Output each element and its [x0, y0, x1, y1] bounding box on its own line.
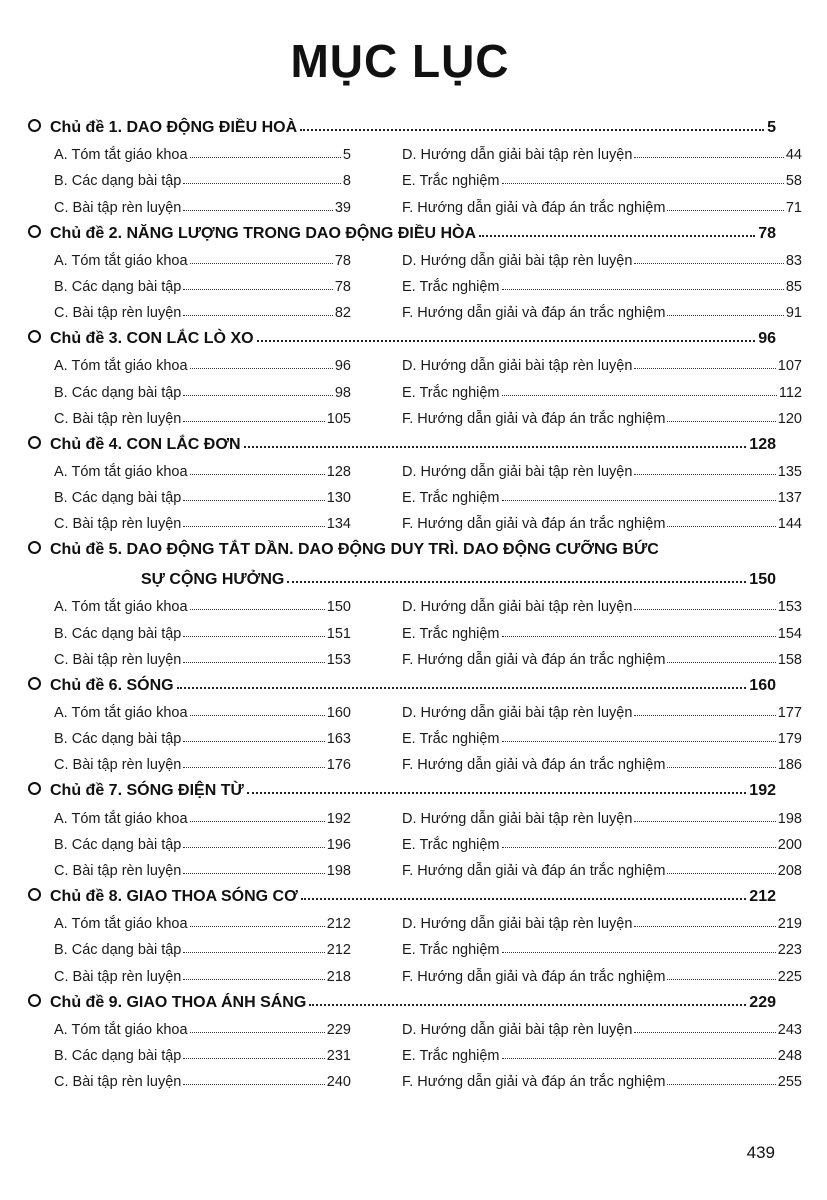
- entry-label: B. Các dạng bài tập: [54, 1047, 182, 1064]
- toc-entry[interactable]: [402, 401, 802, 427]
- toc-entry[interactable]: [402, 853, 802, 879]
- toc-entry[interactable]: [54, 800, 351, 826]
- entry-page-number: 163: [326, 731, 351, 748]
- toc-entry[interactable]: [402, 1012, 802, 1038]
- entry-page-number: 154: [777, 625, 802, 642]
- dot-leader: [183, 741, 324, 742]
- topic-heading[interactable]: [28, 668, 776, 695]
- dot-leader: [634, 263, 783, 264]
- topic-title: Chủ đề 3. CON LẮC LÒ XO: [50, 330, 254, 348]
- dot-leader: [667, 1084, 775, 1085]
- topic-subsections: [28, 348, 802, 427]
- topic-subsections: [28, 589, 802, 668]
- dot-leader: [257, 340, 756, 342]
- topic-subsections: [28, 906, 802, 985]
- topic-heading-continued[interactable]: [28, 559, 776, 589]
- dot-leader: [502, 847, 776, 848]
- topic-heading[interactable]: [28, 321, 776, 348]
- topic-page-number: 5: [767, 119, 776, 136]
- topic-heading[interactable]: [28, 985, 776, 1012]
- topic-subsections: [28, 1012, 802, 1091]
- entry-label: B. Các dạng bài tập: [54, 942, 182, 959]
- entry-label: A. Tóm tắt giáo khoa: [54, 599, 188, 616]
- toc-entry[interactable]: [402, 589, 802, 615]
- entry-label: A. Tóm tắt giáo khoa: [54, 1021, 188, 1038]
- dot-leader: [190, 157, 341, 158]
- entry-page-number: 83: [785, 252, 802, 269]
- dot-leader: [634, 821, 775, 822]
- topic-heading[interactable]: [28, 773, 776, 800]
- toc-entry[interactable]: [402, 615, 802, 641]
- toc-topic: [28, 879, 802, 985]
- dot-leader: [667, 979, 775, 980]
- topic-subsections: [28, 137, 802, 216]
- toc-entry[interactable]: [402, 374, 802, 400]
- topic-subsections: [28, 800, 802, 879]
- dot-leader: [634, 368, 775, 369]
- entry-page-number: 240: [326, 1074, 351, 1091]
- topic-title: Chủ đề 8. GIAO THOA SÓNG CƠ: [50, 887, 298, 905]
- dot-leader: [190, 474, 325, 475]
- toc-entry[interactable]: [402, 827, 802, 853]
- entry-page-number: 44: [785, 147, 802, 164]
- dot-leader: [667, 421, 775, 422]
- toc-entry[interactable]: [54, 374, 351, 400]
- topic-title: Chủ đề 6. SÓNG: [50, 676, 174, 694]
- topic-page-number: 212: [749, 887, 776, 905]
- toc-entry[interactable]: [402, 695, 802, 721]
- toc-entry[interactable]: [402, 906, 802, 932]
- dot-leader: [244, 446, 747, 448]
- toc-entry[interactable]: [54, 348, 351, 374]
- entry-label: E. Trắc nghiệm: [402, 278, 500, 295]
- toc-entry[interactable]: [402, 454, 802, 480]
- topic-page-number: 160: [749, 676, 776, 694]
- toc-topic: [28, 985, 802, 1091]
- entry-label: A. Tóm tắt giáo khoa: [54, 705, 188, 721]
- entry-label: B. Các dạng bài tập: [54, 836, 182, 853]
- entry-label: A. Tóm tắt giáo khoa: [54, 810, 188, 827]
- entry-label: A. Tóm tắt giáo khoa: [54, 358, 188, 375]
- topic-title: Chủ đề 4. CON LẮC ĐƠN: [50, 435, 241, 453]
- entry-label: D. Hướng dẫn giải bài tập rèn luyện: [402, 810, 633, 827]
- entry-page-number: 198: [326, 862, 351, 879]
- toc-entry[interactable]: [54, 1038, 351, 1064]
- toc-entry[interactable]: [54, 906, 351, 932]
- toc-entry[interactable]: [54, 506, 351, 532]
- topic-title: Chủ đề 2. NĂNG LƯỢNG TRONG DAO ĐỘNG ĐIỀU HÒA: [50, 224, 477, 242]
- entry-label: D. Hướng dẫn giải bài tập rèn luyện: [402, 1021, 633, 1038]
- entry-label: E. Trắc nghiệm: [402, 625, 500, 642]
- entry-page-number: 223: [777, 942, 802, 959]
- dot-leader: [183, 210, 333, 211]
- topic-page-number: 192: [749, 782, 776, 800]
- entry-page-number: 128: [326, 463, 351, 480]
- toc-entry[interactable]: [402, 1038, 802, 1064]
- entry-label: B. Các dạng bài tập: [54, 278, 182, 295]
- dot-leader: [183, 289, 332, 290]
- dot-leader: [502, 395, 777, 396]
- toc-entry[interactable]: [54, 269, 351, 295]
- entry-page-number: 107: [777, 358, 802, 375]
- entry-page-number: 5: [342, 147, 351, 164]
- entry-page-number: 229: [326, 1021, 351, 1038]
- dot-leader: [300, 129, 764, 131]
- circle-bullet-icon: [28, 677, 41, 690]
- entry-label: A. Tóm tắt giáo khoa: [54, 463, 188, 480]
- toc-entry[interactable]: [402, 480, 802, 506]
- toc-entry[interactable]: [54, 454, 351, 480]
- entry-page-number: 177: [777, 705, 802, 721]
- entry-page-number: 153: [326, 651, 351, 668]
- entry-label: E. Trắc nghiệm: [402, 731, 500, 748]
- entry-label: C. Bài tập rèn luyện: [54, 516, 182, 533]
- dot-leader: [667, 315, 783, 316]
- dot-leader: [190, 926, 325, 927]
- toc-entry[interactable]: [54, 827, 351, 853]
- circle-bullet-icon: [28, 330, 41, 343]
- dot-leader: [183, 636, 324, 637]
- entry-label: E. Trắc nghiệm: [402, 1047, 500, 1064]
- entry-label: F. Hướng dẫn giải và đáp án trắc nghiệm: [402, 199, 666, 216]
- circle-bullet-icon: [28, 225, 41, 238]
- entry-page-number: 144: [777, 516, 802, 533]
- toc-topic: [28, 216, 802, 322]
- entry-label: D. Hướng dẫn giải bài tập rèn luyện: [402, 705, 633, 721]
- toc-entry[interactable]: [402, 932, 802, 958]
- toc-entry[interactable]: [54, 401, 351, 427]
- entry-page-number: 130: [326, 490, 351, 507]
- topic-subsections: [28, 454, 802, 533]
- toc-entry[interactable]: [402, 295, 802, 321]
- table-of-contents: [28, 110, 802, 1091]
- toc-entry[interactable]: [54, 295, 351, 321]
- entry-page-number: 158: [777, 651, 802, 668]
- entry-page-number: 212: [326, 942, 351, 959]
- entry-label: D. Hướng dẫn giải bài tập rèn luyện: [402, 916, 633, 933]
- entry-label: D. Hướng dẫn giải bài tập rèn luyện: [402, 358, 633, 375]
- entry-page-number: 231: [326, 1047, 351, 1064]
- circle-bullet-icon: [28, 541, 41, 554]
- entry-label: F. Hướng dẫn giải và đáp án trắc nghiệm: [402, 968, 666, 985]
- topic-page-number: 78: [758, 224, 776, 242]
- topic-title: Chủ đề 9. GIAO THOA ÁNH SÁNG: [50, 993, 307, 1011]
- entry-page-number: 82: [334, 305, 351, 322]
- entry-label: B. Các dạng bài tập: [54, 731, 182, 748]
- entry-page-number: 151: [326, 625, 351, 642]
- dot-leader: [183, 526, 324, 527]
- dot-leader: [247, 792, 747, 794]
- entry-page-number: 212: [326, 916, 351, 933]
- toc-entry[interactable]: [54, 721, 351, 747]
- entry-page-number: 58: [785, 173, 802, 190]
- entry-page-number: 71: [785, 199, 802, 216]
- circle-bullet-icon: [28, 994, 41, 1007]
- entry-page-number: 198: [777, 810, 802, 827]
- entry-page-number: 200: [777, 836, 802, 853]
- entry-page-number: 160: [326, 705, 351, 721]
- toc-entry[interactable]: [402, 506, 802, 532]
- entry-page-number: 225: [777, 968, 802, 985]
- dot-leader: [183, 421, 324, 422]
- toc-entry[interactable]: [54, 589, 351, 615]
- entry-label: E. Trắc nghiệm: [402, 836, 500, 853]
- dot-leader: [502, 289, 784, 290]
- entry-page-number: 179: [777, 731, 802, 748]
- entry-label: E. Trắc nghiệm: [402, 384, 500, 401]
- topic-heading[interactable]: [28, 427, 776, 454]
- toc-entry[interactable]: [54, 853, 351, 879]
- dot-leader: [309, 1004, 746, 1006]
- dot-leader: [190, 715, 325, 716]
- entry-label: F. Hướng dẫn giải và đáp án trắc nghiệm: [402, 410, 666, 427]
- dot-leader: [183, 952, 324, 953]
- entry-label: C. Bài tập rèn luyện: [54, 199, 182, 216]
- toc-entry[interactable]: [54, 137, 351, 163]
- entry-label: D. Hướng dẫn giải bài tập rèn luyện: [402, 147, 633, 164]
- toc-entry[interactable]: [54, 642, 351, 668]
- entry-page-number: 96: [334, 358, 351, 375]
- entry-label: F. Hướng dẫn giải và đáp án trắc nghiệm: [402, 862, 666, 879]
- entry-label: C. Bài tập rèn luyện: [54, 305, 182, 322]
- topic-heading[interactable]: [28, 110, 776, 137]
- toc-entry[interactable]: [402, 800, 802, 826]
- toc-entry[interactable]: [54, 480, 351, 506]
- circle-bullet-icon: [28, 782, 41, 795]
- dot-leader: [190, 821, 325, 822]
- entry-page-number: 150: [326, 599, 351, 616]
- toc-entry[interactable]: [402, 642, 802, 668]
- entry-page-number: 105: [326, 410, 351, 427]
- entry-label: C. Bài tập rèn luyện: [54, 862, 182, 879]
- dot-leader: [667, 210, 783, 211]
- entry-page-number: 218: [326, 968, 351, 985]
- dot-leader: [667, 526, 775, 527]
- toc-topic: [28, 532, 802, 668]
- dot-leader: [190, 368, 333, 369]
- dot-leader: [502, 1058, 776, 1059]
- toc-entry[interactable]: [54, 189, 351, 215]
- circle-bullet-icon: [28, 119, 41, 132]
- dot-leader: [183, 395, 332, 396]
- topic-title: Chủ đề 7. SÓNG ĐIỆN TỪ: [50, 782, 244, 800]
- entry-page-number: 78: [334, 252, 351, 269]
- topic-page-number: 128: [749, 435, 776, 453]
- dot-leader: [177, 687, 747, 689]
- entry-page-number: 85: [785, 278, 802, 295]
- toc-entry[interactable]: [402, 747, 802, 773]
- toc-entry[interactable]: [402, 243, 802, 269]
- dot-leader: [183, 979, 324, 980]
- entry-label: A. Tóm tắt giáo khoa: [54, 916, 188, 933]
- dot-leader: [183, 1084, 324, 1085]
- toc-entry[interactable]: [54, 1012, 351, 1038]
- dot-leader: [183, 500, 324, 501]
- toc-entry[interactable]: [402, 137, 802, 163]
- entry-label: E. Trắc nghiệm: [402, 173, 500, 190]
- entry-page-number: 243: [777, 1021, 802, 1038]
- dot-leader: [479, 235, 755, 237]
- entry-label: B. Các dạng bài tập: [54, 490, 182, 507]
- entry-page-number: 186: [777, 757, 802, 774]
- entry-page-number: 208: [777, 862, 802, 879]
- entry-label: F. Hướng dẫn giải và đáp án trắc nghiệm: [402, 305, 666, 322]
- dot-leader: [183, 767, 324, 768]
- entry-label: A. Tóm tắt giáo khoa: [54, 147, 188, 164]
- entry-page-number: 153: [777, 599, 802, 616]
- entry-label: D. Hướng dẫn giải bài tập rèn luyện: [402, 463, 633, 480]
- dot-leader: [502, 952, 776, 953]
- dot-leader: [183, 183, 341, 184]
- circle-bullet-icon: [28, 888, 41, 901]
- toc-entry[interactable]: [54, 695, 351, 721]
- toc-entry[interactable]: [54, 243, 351, 269]
- toc-entry[interactable]: [402, 958, 802, 984]
- entry-label: C. Bài tập rèn luyện: [54, 1074, 182, 1091]
- entry-page-number: 196: [326, 836, 351, 853]
- dot-leader: [190, 263, 333, 264]
- entry-label: C. Bài tập rèn luyện: [54, 968, 182, 985]
- toc-topic: [28, 321, 802, 427]
- dot-leader: [667, 873, 775, 874]
- dot-leader: [634, 609, 775, 610]
- entry-page-number: 255: [777, 1074, 802, 1091]
- topic-page-number: 229: [749, 993, 776, 1011]
- entry-label: B. Các dạng bài tập: [54, 625, 182, 642]
- dot-leader: [183, 847, 324, 848]
- dot-leader: [287, 581, 746, 583]
- topic-heading[interactable]: [28, 879, 776, 906]
- toc-entry[interactable]: [402, 1064, 802, 1090]
- dot-leader: [183, 873, 324, 874]
- dot-leader: [502, 183, 784, 184]
- entry-page-number: 176: [326, 757, 351, 774]
- dot-leader: [502, 500, 776, 501]
- dot-leader: [502, 741, 776, 742]
- dot-leader: [634, 474, 775, 475]
- topic-page-number: 150: [749, 571, 776, 589]
- dot-leader: [667, 662, 775, 663]
- topic-subsections: [28, 243, 802, 322]
- entry-page-number: 8: [342, 173, 351, 190]
- entry-label: D. Hướng dẫn giải bài tập rèn luyện: [402, 252, 633, 269]
- entry-page-number: 134: [326, 516, 351, 533]
- toc-entry[interactable]: [54, 163, 351, 189]
- toc-topic: [28, 110, 802, 216]
- entry-label: E. Trắc nghiệm: [402, 942, 500, 959]
- entry-label: F. Hướng dẫn giải và đáp án trắc nghiệm: [402, 757, 666, 774]
- topic-heading[interactable]: [28, 216, 776, 243]
- toc-entry[interactable]: [54, 747, 351, 773]
- topic-title: Chủ đề 1. DAO ĐỘNG ĐIỀU HOÀ: [50, 119, 298, 136]
- entry-page-number: 78: [334, 278, 351, 295]
- topic-title: Chủ đề 5. DAO ĐỘNG TẮT DẦN. DAO ĐỘNG DUY TRÌ. DAO ĐỘNG CƯỠNG BỨC: [50, 541, 659, 559]
- toc-entry[interactable]: [402, 189, 802, 215]
- entry-label: F. Hướng dẫn giải và đáp án trắc nghiệm: [402, 651, 666, 668]
- dot-leader: [502, 636, 776, 637]
- entry-page-number: 39: [334, 199, 351, 216]
- toc-entry[interactable]: [54, 615, 351, 641]
- dot-leader: [183, 1058, 324, 1059]
- toc-entry[interactable]: [402, 721, 802, 747]
- entry-page-number: 192: [326, 810, 351, 827]
- entry-page-number: 112: [778, 384, 802, 401]
- toc-entry[interactable]: [54, 1064, 351, 1090]
- topic-page-number: 96: [758, 330, 776, 348]
- entry-label: C. Bài tập rèn luyện: [54, 757, 182, 774]
- dot-leader: [301, 898, 747, 900]
- entry-page-number: 135: [777, 463, 802, 480]
- dot-leader: [183, 315, 333, 316]
- page-title: MỤC LỤC: [290, 35, 510, 87]
- toc-entry[interactable]: [402, 269, 802, 295]
- entry-label: F. Hướng dẫn giải và đáp án trắc nghiệm: [402, 1074, 666, 1091]
- page-number: 439: [746, 1143, 775, 1162]
- entry-label: B. Các dạng bài tập: [54, 173, 182, 190]
- toc-entry[interactable]: [54, 958, 351, 984]
- dot-leader: [634, 926, 775, 927]
- entry-label: E. Trắc nghiệm: [402, 490, 500, 507]
- entry-label: A. Tóm tắt giáo khoa: [54, 252, 188, 269]
- dot-leader: [190, 1032, 325, 1033]
- dot-leader: [634, 715, 775, 716]
- entry-label: C. Bài tập rèn luyện: [54, 651, 182, 668]
- dot-leader: [634, 157, 783, 158]
- dot-leader: [667, 767, 775, 768]
- entry-page-number: 120: [777, 410, 802, 427]
- topic-subsections: [28, 695, 802, 774]
- toc-entry[interactable]: [54, 932, 351, 958]
- toc-topic: [28, 668, 802, 774]
- entry-label: F. Hướng dẫn giải và đáp án trắc nghiệm: [402, 516, 666, 533]
- toc-entry[interactable]: [402, 163, 802, 189]
- dot-leader: [634, 1032, 775, 1033]
- entry-page-number: 91: [785, 305, 802, 322]
- toc-topic: [28, 773, 802, 879]
- entry-label: C. Bài tập rèn luyện: [54, 410, 182, 427]
- topic-title-line2: SỰ CỘNG HƯỞNG: [141, 571, 285, 589]
- toc-topic: [28, 427, 802, 533]
- entry-page-number: 248: [777, 1047, 802, 1064]
- circle-bullet-icon: [28, 436, 41, 449]
- entry-page-number: 219: [777, 916, 802, 933]
- dot-leader: [190, 609, 325, 610]
- dot-leader: [183, 662, 324, 663]
- entry-page-number: 137: [777, 490, 802, 507]
- entry-page-number: 98: [334, 384, 351, 401]
- toc-entry[interactable]: [402, 348, 802, 374]
- entry-label: B. Các dạng bài tập: [54, 384, 182, 401]
- entry-label: D. Hướng dẫn giải bài tập rèn luyện: [402, 599, 633, 616]
- topic-heading[interactable]: [28, 532, 776, 559]
